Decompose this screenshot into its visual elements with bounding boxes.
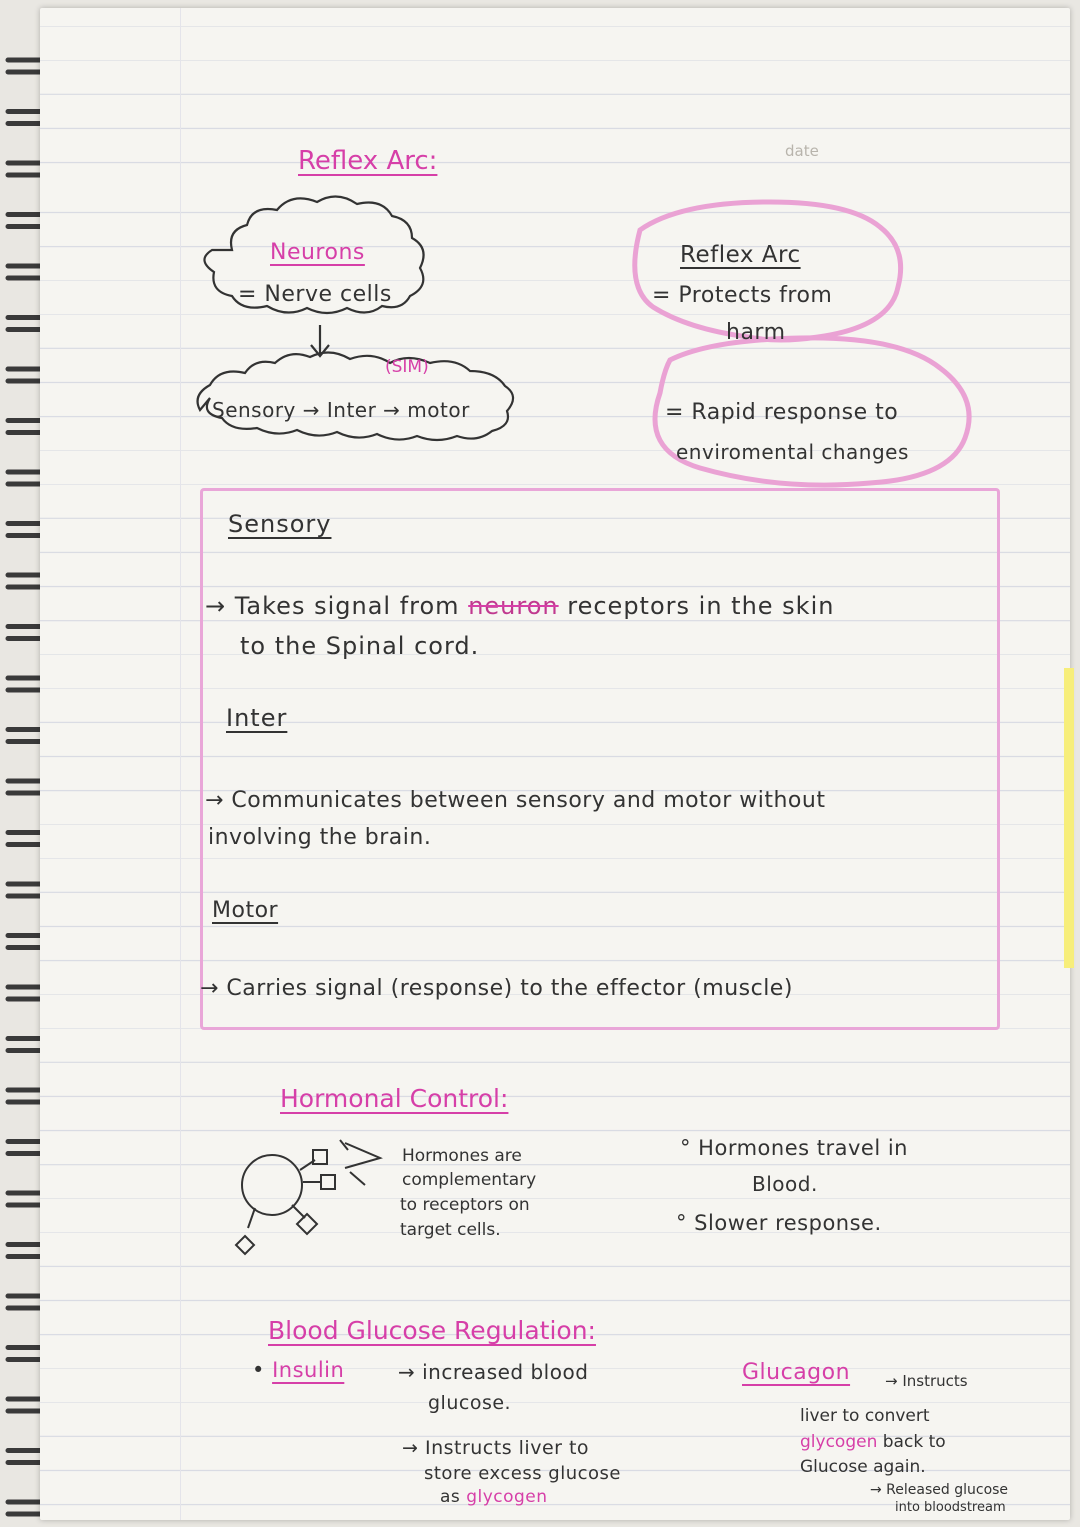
sim-abbrev: (SIM) <box>385 357 429 377</box>
sensory-line-2: to the Spinal cord. <box>240 632 480 660</box>
hormone-bullet-2: ° Slower response. <box>676 1211 882 1235</box>
date-label: date <box>785 142 819 160</box>
insulin-line-1: → increased blood <box>398 1360 589 1384</box>
glucagon-label: Glucagon <box>742 1360 851 1385</box>
bubble-line-3: = Rapid response to <box>665 400 899 425</box>
hormone-bullet-1a: ° Hormones travel in <box>680 1136 908 1160</box>
hormonal-title: Hormonal Control: <box>280 1084 509 1113</box>
insulin-line-5-a: as <box>440 1487 461 1507</box>
neuron-chain: Sensory → Inter → motor <box>212 398 470 422</box>
glucagon-line-1: → Instructs <box>885 1372 968 1390</box>
glucagon-line-3-glycogen: glycogen <box>800 1432 878 1452</box>
glucose-title: Blood Glucose Regulation: <box>268 1316 596 1345</box>
insulin-label-text: Insulin <box>272 1358 345 1382</box>
bubble-heading: Reflex Arc <box>680 242 801 268</box>
insulin-line-5-glycogen: glycogen <box>466 1487 548 1507</box>
insulin-line-5 <box>440 1487 548 1507</box>
inter-heading: Inter <box>226 704 288 732</box>
hormone-note-1: Hormones are <box>402 1146 522 1166</box>
glucagon-line-6: into bloodstream <box>895 1500 1006 1515</box>
motor-heading: Motor <box>212 898 279 923</box>
down-arrow <box>311 325 329 356</box>
inter-line-1: → Communicates between sensory and motor without <box>205 788 826 813</box>
chain-cloud-outline <box>198 352 513 440</box>
hormone-note-3: to receptors on <box>400 1195 530 1215</box>
glucagon-line-5: → Released glucose <box>870 1482 1009 1498</box>
bubble-line-2: harm <box>726 320 786 345</box>
hormone-cell-diagram <box>236 1140 380 1254</box>
bubble-line-4: enviromental changes <box>676 440 909 464</box>
glucagon-line-4: Glucose again. <box>800 1457 926 1477</box>
glucagon-line-2: liver to convert <box>800 1406 930 1426</box>
reflex-arc-title: Reflex Arc: <box>298 146 438 176</box>
neuron-types-box <box>200 488 1000 1030</box>
sensory-heading: Sensory <box>228 510 332 538</box>
inter-line-2: involving the brain. <box>208 825 432 850</box>
neurons-heading: Neurons <box>270 240 365 265</box>
neurons-definition: = Nerve cells <box>238 282 392 307</box>
hormone-bullet-1b: Blood. <box>752 1172 818 1196</box>
motor-line-1: → Carries signal (response) to the effector (muscle) <box>200 976 793 1001</box>
insulin-line-2: glucose. <box>428 1392 512 1414</box>
insulin-label: • Insulin <box>252 1358 345 1382</box>
hormone-note-4: target cells. <box>400 1220 501 1240</box>
glucagon-line-3 <box>800 1432 946 1452</box>
sensory-line-1-a: → Takes signal from <box>205 592 460 620</box>
sensory-line-1 <box>205 592 834 620</box>
insulin-line-4: store excess glucose <box>424 1463 621 1484</box>
bubble-line-1: = Protects from <box>652 283 833 308</box>
insulin-line-3: → Instructs liver to <box>402 1437 590 1459</box>
sensory-line-1-b: receptors in the skin <box>567 592 835 620</box>
hormone-note-2: complementary <box>402 1170 537 1190</box>
sensory-line-1-struck: neuron <box>468 592 559 620</box>
glucagon-line-3-b: back to <box>882 1432 946 1452</box>
